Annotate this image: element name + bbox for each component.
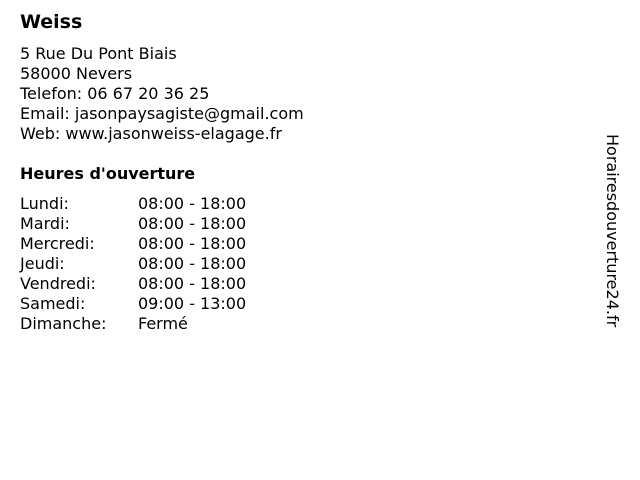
day-label: Dimanche: — [20, 314, 107, 333]
time-range: 08:00 - 18:00 — [138, 214, 247, 233]
day-label: Vendredi: — [20, 274, 96, 293]
time-range: 08:00 - 18:00 — [138, 274, 247, 293]
contact-info — [20, 44, 304, 144]
day-label: Jeudi: — [20, 254, 65, 273]
phone-number: Telefon: 06 67 20 36 25 — [20, 84, 210, 103]
opening-hours-heading: Heures d'ouverture — [20, 164, 196, 183]
time-range: 08:00 - 18:00 — [138, 194, 247, 213]
time-range: 08:00 - 18:00 — [138, 254, 247, 273]
business-name: Weiss — [20, 11, 83, 33]
email-address: Email: jasonpaysagiste@gmail.com — [20, 104, 304, 123]
time-range: 08:00 - 18:00 — [138, 234, 247, 253]
time-range: Fermé — [138, 314, 188, 333]
day-label: Mercredi: — [20, 234, 95, 253]
site-watermark: Horairesdouverture24.fr — [603, 134, 622, 328]
website-address: Web: www.jasonweiss-elagage.fr — [20, 124, 282, 143]
day-label: Samedi: — [20, 294, 86, 313]
day-label: Lundi: — [20, 194, 69, 213]
street-address: 5 Rue Du Pont Biais — [20, 44, 177, 63]
postal-city: 58000 Nevers — [20, 64, 133, 83]
day-label: Mardi: — [20, 214, 70, 233]
time-range: 09:00 - 13:00 — [138, 294, 247, 313]
